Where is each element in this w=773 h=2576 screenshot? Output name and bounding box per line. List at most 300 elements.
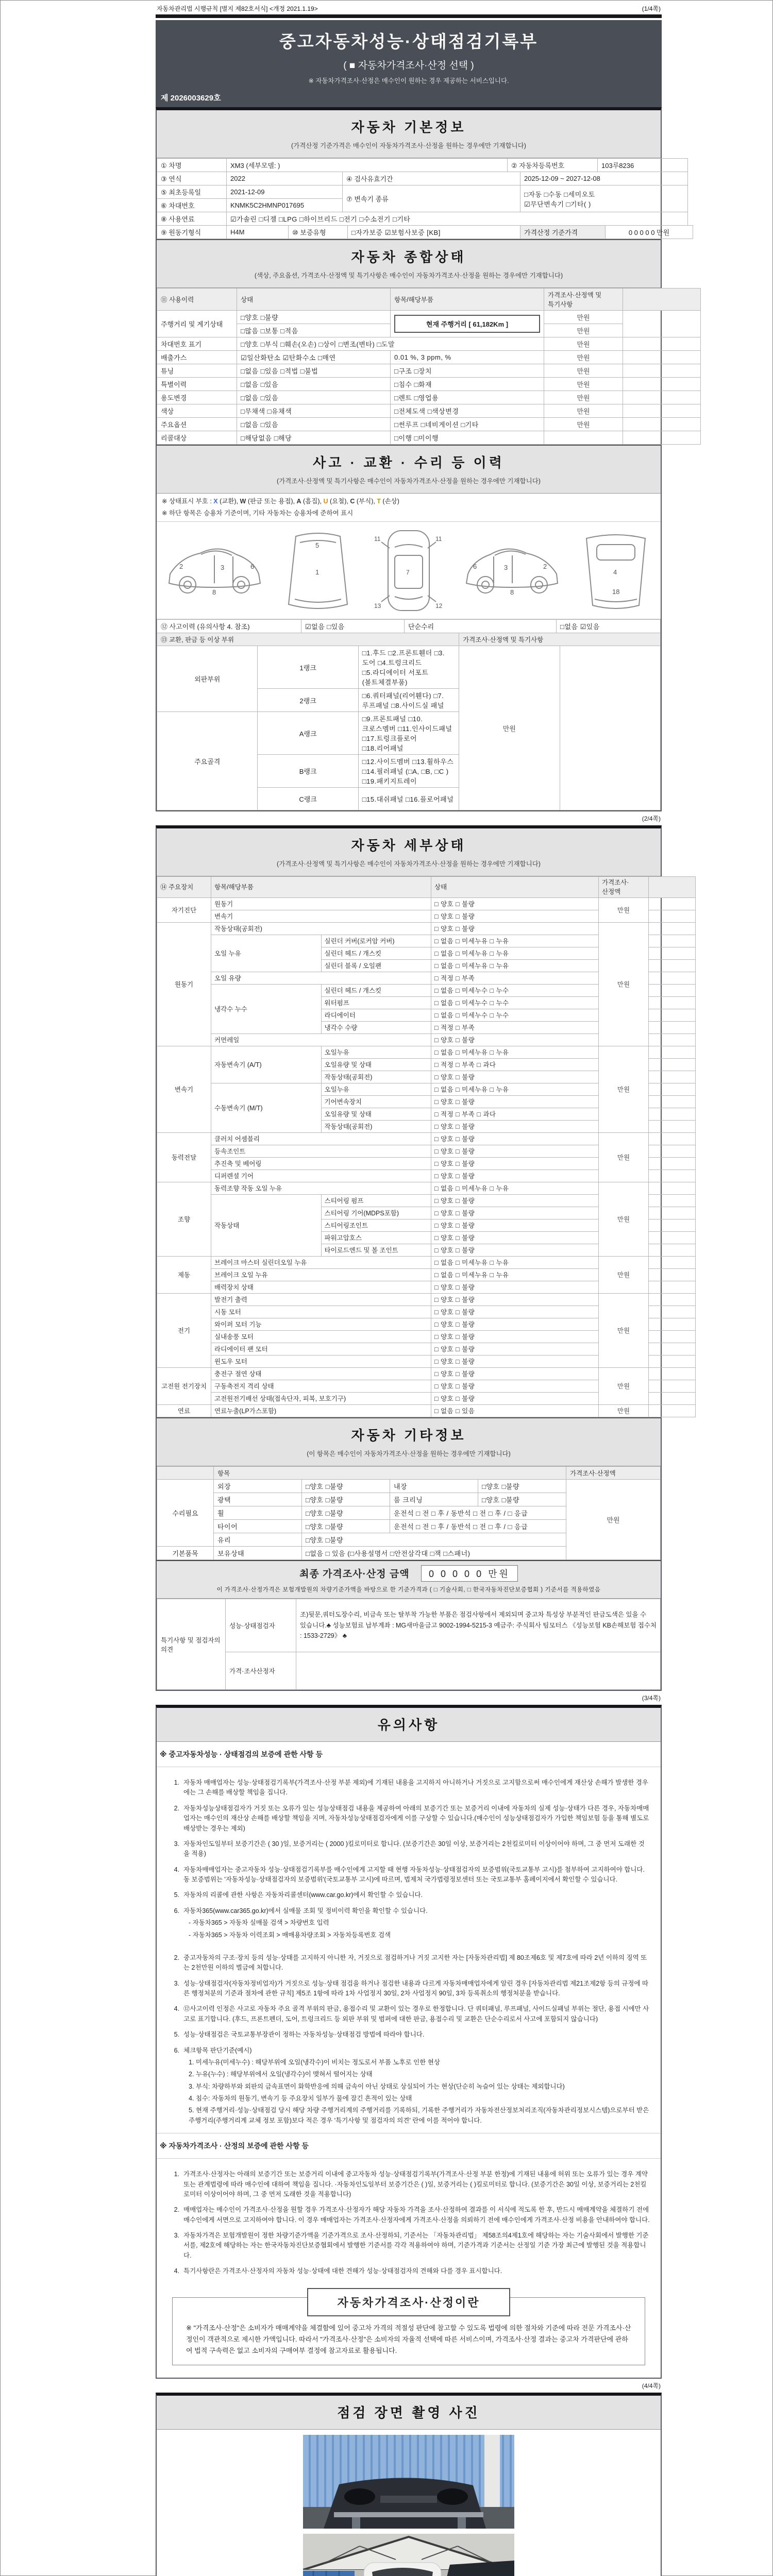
sub-group-label: 오일 누유 bbox=[211, 935, 322, 972]
basic-info-title: 자동차 기본정보 bbox=[351, 120, 466, 135]
mark-meaning: (손상) bbox=[380, 498, 399, 505]
checkbox-group: □ 적정 □ 부족 □ 과다 bbox=[431, 1108, 599, 1121]
inspection-photo-lift-rear bbox=[303, 2534, 514, 2576]
etc-header bbox=[157, 1417, 661, 1466]
transmission-options-2: ☑무단변속기 □기타( ) bbox=[524, 200, 591, 208]
price-cell: 만원 bbox=[544, 351, 623, 364]
checkbox-group: □ 양호 □ 불량 bbox=[431, 1281, 599, 1294]
item-label: 작동상태(공회전) bbox=[321, 1121, 431, 1133]
vin-label: ⑥ 차대번호 bbox=[157, 199, 227, 212]
table-row bbox=[157, 159, 688, 172]
price-cell: 만원 bbox=[599, 923, 649, 1046]
mark-symbol: C bbox=[350, 498, 355, 505]
checkbox-group: □ 적정 □ 부족 □ 과다 bbox=[431, 1059, 599, 1071]
accident-history-table bbox=[157, 619, 661, 633]
item-label: 연료누출(LP가스포함) bbox=[211, 1405, 431, 1417]
comprehensive-title: 자동차 종합상태 bbox=[351, 249, 466, 265]
checkbox-group: □ 양호 □ 불량 bbox=[431, 1380, 599, 1393]
exchange-header-row bbox=[157, 633, 661, 646]
blank-cell bbox=[623, 391, 701, 404]
notice-item-text: 자동차365(www.car365.go.kr)에서 실매물 조회 및 정비이력 확인을 확인할 수 있습니다. bbox=[183, 1907, 428, 1914]
checkbox-group: □양호 □불량 bbox=[302, 1493, 390, 1506]
item-label: 유리 bbox=[214, 1533, 302, 1547]
blank-cell bbox=[649, 1121, 696, 1133]
item-label: 스티어링조인트 bbox=[321, 1219, 431, 1232]
checkbox-group: □구조 □장치 bbox=[391, 364, 544, 378]
column-header: 상태 bbox=[237, 289, 391, 311]
device-label: 제동 bbox=[157, 1257, 211, 1294]
panel-group-label: 주요골격 bbox=[157, 712, 258, 810]
blank-cell bbox=[649, 1355, 696, 1368]
notice-item bbox=[170, 1953, 650, 1973]
notice-item-text: 자동차가격은 보험개발원이 정한 차량기준가액을 기준가격으로 조사·산정하되, 기준서는 「자동차관리법」 제58조의4제1호에 해당하는 자는 기술사회에서 발행한 기준서를, 제2호에 해당하는 자는 한국자동차진단보증협회에서 발행한 기준서를 각각 적용하여야 하며, 기준가격과 기준서는 산정일 기준 가장 최근에 발행된 것을 적용합니다. bbox=[183, 2232, 649, 2259]
checkbox-group: □ 양호 □ 불량 bbox=[431, 1219, 599, 1232]
checkbox-group: □양호 □불량 bbox=[478, 1493, 566, 1506]
item-label: 와이퍼 모터 기능 bbox=[211, 1318, 431, 1331]
car-diagram-top bbox=[370, 526, 447, 616]
blank-cell bbox=[649, 1343, 696, 1355]
notice-sub-item: 1. 미세누유(미세누수) : 해당부위에 오일(냉각수)이 비치는 정도로서 부품 노후로 인한 현상 bbox=[189, 2058, 440, 2066]
opinion-table bbox=[157, 1599, 661, 1690]
comp-header-row bbox=[157, 289, 701, 311]
sub-group-label: 자동변속기 (A/T) bbox=[211, 1046, 322, 1083]
page-marker-1: (1/4쪽) bbox=[642, 5, 661, 12]
sub-group-label: 냉각수 누수 bbox=[211, 985, 322, 1034]
checkbox-group: □ 없음 □ 미세누유 □ 누유 bbox=[431, 1257, 599, 1269]
item-label: 타이로드엔드 및 볼 조인트 bbox=[321, 1244, 431, 1257]
checkbox-group: □양호 □불량 bbox=[237, 311, 391, 324]
checkbox-group: □ 없음 □ 미세누유 □ 누유 bbox=[431, 1269, 599, 1281]
inspection-photo-underbody bbox=[303, 2435, 514, 2529]
item-label: 변속기 bbox=[211, 910, 431, 923]
notice-item-number: 3. bbox=[174, 1979, 179, 1987]
document-title: 중고자동차성능·상태점검기록부 bbox=[279, 32, 539, 51]
final-price-note: 이 가격조사·산정가격은 보험개발원의 차량기준가액을 바탕으로 한 기준가격과 ( □ 기술사회, □ 한국자동차진단보증협회 ) 기준서를 적용하였음 bbox=[216, 1587, 601, 1593]
checkbox-group: □ 없음 □ 미세누수 □ 누수 bbox=[431, 985, 599, 997]
checkbox-group: □무채색 □유채색 bbox=[237, 404, 391, 418]
first-reg-label: ⑤ 최초등록일 bbox=[157, 185, 227, 199]
detail-row bbox=[157, 923, 696, 935]
detail-state-table bbox=[157, 876, 696, 1417]
price-cell: 만원 bbox=[544, 364, 623, 378]
item-label: 라디에이터 팬 모터 bbox=[211, 1343, 431, 1355]
detail-header-row bbox=[157, 877, 696, 898]
svg-text:18: 18 bbox=[612, 588, 620, 596]
notice-item bbox=[170, 1865, 650, 1885]
item-label: 스티어링 기어(MDPS포함) bbox=[321, 1207, 431, 1219]
notice-header bbox=[157, 1708, 661, 1742]
column-header: ⑪ 사용이력 bbox=[157, 289, 237, 311]
checkbox-group: 0.01 %, 3 ppm, % bbox=[391, 351, 544, 364]
basic-info-subtitle: (가격산정 기준가격은 매수인이 자동차가격조사·산정을 원하는 경우에만 기재합니다) bbox=[291, 142, 526, 149]
appraiser-opinion-label: 가격·조사산정자 bbox=[226, 1652, 296, 1690]
blank-cell bbox=[649, 1034, 696, 1046]
item-label: 실내송풍 모터 bbox=[211, 1331, 431, 1343]
blank-cell bbox=[649, 1195, 696, 1207]
item-label: 보유상태 bbox=[214, 1547, 302, 1560]
blank-cell bbox=[649, 1219, 696, 1232]
notice-item-number: 2. bbox=[174, 1954, 179, 1961]
rank-label: 1랭크 bbox=[258, 646, 358, 689]
item-label: 동력조향 작동 오일 누유 bbox=[211, 1182, 431, 1195]
price-def-title: 자동차가격조사·산정이란 bbox=[307, 2288, 510, 2316]
car-diagram-row bbox=[157, 521, 661, 619]
item-label: 추진축 및 베어링 bbox=[211, 1158, 431, 1170]
usage-label: 용도변경 bbox=[157, 391, 237, 404]
checkbox-group: □양호 □불량 bbox=[302, 1480, 390, 1493]
mark-meaning: (요철), bbox=[328, 498, 350, 505]
etc-title: 자동차 기타정보 bbox=[351, 1428, 466, 1443]
table-row bbox=[157, 226, 693, 239]
checkbox-group: □ 양호 □ 불량 bbox=[431, 923, 599, 935]
document-title-box bbox=[156, 20, 662, 107]
item-label: 광택 bbox=[214, 1493, 302, 1506]
checkbox-group: □ 없음 □ 미세누수 □ 누수 bbox=[431, 997, 599, 1009]
checkbox-group: □없음 □있음 bbox=[237, 418, 391, 431]
item-label: 룸 크리닝 bbox=[390, 1493, 478, 1506]
column-header: 항목/해당부품 bbox=[211, 877, 431, 898]
item-label: 라디에이터 bbox=[321, 1009, 431, 1022]
notice-item bbox=[170, 1890, 650, 1900]
etc-group-label: 기본품목 bbox=[157, 1547, 214, 1560]
notice-item bbox=[170, 2046, 650, 2056]
blank-cell bbox=[649, 1059, 696, 1071]
price-cell: 만원 bbox=[544, 391, 623, 404]
item-label: 오일누유 bbox=[321, 1083, 431, 1096]
price-cell: 만원 bbox=[544, 404, 623, 418]
price-cell: 만원 bbox=[599, 1046, 649, 1133]
svg-text:2: 2 bbox=[543, 563, 547, 570]
year-value: 2022 bbox=[227, 172, 343, 185]
base-price-value: 0 0 0 0 0 만원 bbox=[606, 226, 693, 239]
blank-cell bbox=[649, 1083, 696, 1096]
blank-cell bbox=[649, 972, 696, 985]
price-cell: 만원 bbox=[544, 311, 623, 324]
checkbox-group: □ 양호 □ 불량 bbox=[431, 1294, 599, 1306]
price-def-body: ※ "가격조사·산정"은 소비자가 매매계약을 체결함에 있어 중고차 가격의 적절성 판단에 참고할 수 있도록 법령에 의한 절차와 기준에 따라 전문 가격조사·산정인이 객관적으로 제시한 가액입니다. 따라서 "가격조사·산정"은 소비자의 자율적 선택에 따른 서비스이며, 가격조사·산정 결과는 중고차 가격판단에 관하여 법적 구속력은 없고 소비자의 구매여부 결정에 참고자료로 활용됩니다. bbox=[186, 2324, 631, 2354]
svg-text:5: 5 bbox=[315, 541, 320, 549]
checkbox-group: □양호 □불량 bbox=[478, 1480, 566, 1493]
notice-item bbox=[170, 2266, 650, 2276]
usage-label: 특별이력 bbox=[157, 378, 237, 391]
notice-item-number: 4. bbox=[174, 2267, 179, 2275]
current-mileage bbox=[391, 311, 544, 337]
item-label: 운전석 □ 전 □ 후 / 동반석 □ 전 □ 후 / □ 응급 bbox=[390, 1506, 566, 1520]
usage-label: 색상 bbox=[157, 404, 237, 418]
detail-row bbox=[157, 1182, 696, 1195]
notice-title: 유의사항 bbox=[377, 1717, 440, 1733]
column-header: ⑭ 주요장치 bbox=[157, 877, 211, 898]
checkbox-group: □ 양호 □ 불량 bbox=[431, 1096, 599, 1108]
basic-info-header bbox=[157, 110, 661, 158]
mark-symbol: W bbox=[240, 498, 246, 505]
inspector-opinion-label: 성능·상태점검자 bbox=[226, 1599, 296, 1652]
transmission-options-1: □자동 □수동 □세미오토 bbox=[524, 190, 595, 198]
car-name-label: ① 차명 bbox=[157, 159, 227, 172]
mark-meaning: (판금 또는 용접), bbox=[246, 498, 297, 505]
usage-label: 배출가스 bbox=[157, 351, 237, 364]
blank-cell bbox=[649, 923, 696, 935]
notice-blockC-header: ※ 자동차가격조사 · 산정의 보증에 관한 사항 등 bbox=[157, 2133, 661, 2159]
item-label: 충전구 절연 상태 bbox=[211, 1368, 431, 1380]
blank-cell bbox=[649, 1281, 696, 1294]
checkbox-group: □ 양호 □ 불량 bbox=[431, 1232, 599, 1244]
blank-cell bbox=[649, 1405, 696, 1417]
price-cell bbox=[544, 431, 623, 445]
svg-text:8: 8 bbox=[212, 588, 216, 596]
rank-label: A랭크 bbox=[258, 712, 358, 755]
checkbox-group: □ 양호 □ 불량 bbox=[431, 1355, 599, 1368]
item-label: 스티어링 펌프 bbox=[321, 1195, 431, 1207]
notice-item-number: 4. bbox=[174, 2005, 179, 2013]
accident-history-value: ☑없음 □있음 bbox=[301, 620, 405, 633]
checkbox-group: □ 적정 □ 부족 bbox=[431, 1022, 599, 1034]
item-label: 발전기 출력 bbox=[211, 1294, 431, 1306]
detail-header bbox=[157, 828, 661, 876]
table-row bbox=[157, 1599, 661, 1652]
price-cell: 만원 bbox=[566, 1480, 661, 1560]
checkbox-group: □ 양호 □ 불량 bbox=[431, 1195, 599, 1207]
comp-row bbox=[157, 351, 701, 364]
column-header bbox=[157, 1467, 214, 1480]
checkbox-group: □양호 □불량 bbox=[302, 1520, 390, 1533]
svg-text:11: 11 bbox=[374, 535, 381, 543]
item-label: 브레이크 오일 누유 bbox=[211, 1269, 431, 1281]
car-diagram-rear bbox=[577, 527, 654, 614]
price-cell: 만원 bbox=[599, 898, 649, 923]
notice-item-number: 4. bbox=[174, 1866, 179, 1873]
svg-text:13: 13 bbox=[374, 602, 381, 609]
item-label: 고전원전기배선 상태(접속단자, 피복, 보호기구) bbox=[211, 1393, 431, 1405]
checkbox-group: □ 양호 □ 불량 bbox=[431, 1318, 599, 1331]
panel-checkbox-group: □12.사이드멤버 □13.휠하우스 □14.필러패널 (□A, □B, □C ) □19.패키지트레이 bbox=[358, 755, 459, 788]
page1-block bbox=[156, 107, 670, 811]
detail-row bbox=[157, 1133, 696, 1145]
notice-blockA bbox=[157, 1767, 661, 1947]
blank-cell bbox=[623, 351, 701, 364]
item-label: 냉각수 수량 bbox=[321, 1022, 431, 1034]
notice-item-text: 매매업자는 매수인이 가격조사·산정을 원할 경우 가격조사·산정자가 해당 자동차 가격을 조사·산정하여 결과를 이 서식에 적도록 한 후, 반드시 매매계약을 체결하기 전에 매수인에게 서면으로 고지하여야 합니다. 이 경우 매매업자는 가격조사·산정자에게 가격조사·산정을 의뢰하기 전에 매수인에게 가격조사·산정 비용을 안내하여야 합니다. bbox=[183, 2206, 650, 2224]
blank-cell bbox=[623, 311, 701, 337]
device-label: 원동기 bbox=[157, 923, 211, 1046]
notice-sub-item: 3. 부식: 차량하부와 외판의 금속표면이 화학반응에 의해 금속이 아닌 상태로 상실되어 가는 현상(단순히 녹슬어 있는 상태는 제외합니다) bbox=[189, 2082, 565, 2090]
etc-row bbox=[157, 1480, 661, 1493]
item-label: 브레이크 마스터 실린더오일 누유 bbox=[211, 1257, 431, 1269]
checkbox-group: □ 양호 □ 불량 bbox=[431, 1071, 599, 1083]
notice-item bbox=[170, 1804, 650, 1834]
device-label: 동력전달 bbox=[157, 1133, 211, 1182]
item-label: 클러치 어셈블리 bbox=[211, 1133, 431, 1145]
mark-symbol: A bbox=[296, 498, 301, 505]
detail-title: 자동차 세부상태 bbox=[351, 838, 466, 853]
device-label: 자기진단 bbox=[157, 898, 211, 923]
checkbox-group: □ 없음 □ 있음 bbox=[431, 1405, 599, 1417]
photo-block bbox=[156, 2393, 662, 2576]
transmission-value bbox=[520, 185, 688, 212]
blank-cell bbox=[649, 1331, 696, 1343]
etc-header-row bbox=[157, 1467, 661, 1480]
notice-sub-item: 2. 누유(누수) : 해당부위에서 오일(냉각수)이 맺혀서 떨어지는 상태 bbox=[189, 2071, 373, 2078]
blank-cell bbox=[649, 1393, 696, 1405]
basic-info-table-3 bbox=[157, 225, 693, 239]
comp-mileage-row-1 bbox=[157, 311, 701, 324]
comp-row bbox=[157, 404, 701, 418]
notice-sub-item: - 자동차365 > 자동차 이력조회 > 매매용차량조회 > 자동차등록번호 검색 bbox=[189, 1931, 391, 1939]
blank-cell bbox=[649, 947, 696, 960]
simple-repair-label: 단순수리 bbox=[405, 620, 557, 633]
sub-group-label: 작동상태 bbox=[211, 1195, 322, 1257]
notice-item bbox=[170, 2231, 650, 2261]
inspector-opinion-text: 조)뒷문,쿼터도장수리, 비금속 또는 탈부착 가능한 부품은 점검사항에서 제외되며 중고차 특성상 부분적인 판금도색은 있을 수 있습니다.♣ 성능보험료 납부계좌 : MG새마을금고 9002-1994-5215-3 예금주: 주식회사 팀모터스 《성능보험 KB손해보험 접수처 : 1533-2729》 ♣ bbox=[296, 1599, 661, 1652]
reg-no-value: 103루8236 bbox=[598, 159, 688, 172]
price-header: 가격조사·산정액 및 특기사항 bbox=[459, 633, 661, 646]
document-number: 제 2026003629호 bbox=[161, 94, 221, 103]
checkbox-group: □ 양호 □ 불량 bbox=[431, 1331, 599, 1343]
car-diagram-side-left bbox=[163, 532, 266, 609]
notice-item-text: 체크항목 판단기준(예시) bbox=[183, 2046, 252, 2054]
checkbox-group: □해당없음 □해당 bbox=[237, 431, 391, 445]
item-label: 구동축전지 격리 상태 bbox=[211, 1380, 431, 1393]
price-def-box bbox=[172, 2297, 645, 2365]
state-mark-legend bbox=[157, 494, 661, 508]
base-price-label: 가격산정 기준가격 bbox=[520, 226, 606, 239]
blank-cell bbox=[649, 1257, 696, 1269]
notice-item-number: 6. bbox=[174, 1907, 179, 1914]
comprehensive-subtitle: (색상, 주요옵션, 가격조사·산정액 및 특기사항은 매수인이 자동차가격조사·산정을 원하는 경우에만 기재합니다) bbox=[254, 272, 563, 279]
price-survey-service-note: ※ 자동차가격조사·산정은 매수인이 원하는 경우 제공하는 서비스입니다. bbox=[308, 77, 509, 84]
checkbox-group: □양호 □불량 bbox=[302, 1506, 390, 1520]
svg-text:3: 3 bbox=[504, 564, 508, 571]
inspect-label: ④ 검사유효기간 bbox=[343, 172, 520, 185]
notice-item-text: 자동차 매매업자는 성능·상태점검기록부(가격조사·산정 부분 제외)에 기재된 내용을 고지하지 아니하거나 거짓으로 고지함으로써 매수인에게 재산상 손해가 발생한 경우에는 그 손해를 배상할 책임을 집니다. bbox=[183, 1779, 648, 1797]
blank-cell bbox=[649, 1368, 696, 1380]
price-cell: 만원 bbox=[544, 324, 623, 337]
rank-label: C랭크 bbox=[258, 788, 358, 810]
checkbox-group: □없음 □있음 □적법 □불법 bbox=[237, 364, 391, 378]
blank-cell bbox=[649, 1269, 696, 1281]
notice-item-number: 3. bbox=[174, 1840, 179, 1848]
mark-meaning: (부식), bbox=[355, 498, 377, 505]
blank-cell bbox=[649, 985, 696, 997]
blank-cell bbox=[649, 1182, 696, 1195]
item-label: 디퍼렌셜 기어 bbox=[211, 1170, 431, 1182]
checkbox-group: □ 없음 □ 미세누유 □ 누유 bbox=[431, 947, 599, 960]
column-header: 가격조사·산정액 및 특기사항 bbox=[544, 289, 623, 311]
checkbox-group: □ 양호 □ 불량 bbox=[431, 1343, 599, 1355]
item-label: 배력장치 상태 bbox=[211, 1281, 431, 1294]
notice-item bbox=[170, 2030, 650, 2040]
car-diagram-side-right bbox=[461, 532, 564, 609]
exchange-rank-table bbox=[157, 633, 661, 810]
checkbox-group: □ 양호 □ 불량 bbox=[431, 898, 599, 910]
fuel-label: ⑧ 사용연료 bbox=[157, 212, 227, 226]
column-header: 상태 bbox=[431, 877, 599, 898]
svg-text:11: 11 bbox=[435, 535, 442, 543]
rank-row bbox=[157, 646, 661, 689]
price-cell: 만원 bbox=[544, 337, 623, 351]
checkbox-group: □ 없음 □ 미세누유 □ 누유 bbox=[431, 960, 599, 972]
checkbox-group: □ 없음 □ 미세누유 □ 누유 bbox=[431, 1182, 599, 1195]
fuel-options: ☑가솔린 □디젤 □LPG □하이브리드 □전기 □수소전기 □기타 bbox=[227, 212, 688, 226]
svg-text:3: 3 bbox=[221, 564, 225, 571]
opinion-label: 특기사항 및 점검자의 의견 bbox=[157, 1599, 226, 1690]
blank-cell bbox=[649, 1232, 696, 1244]
mark-symbol: U bbox=[323, 498, 328, 505]
notice-item-number: 2. bbox=[174, 2206, 179, 2214]
column-header: 항목 bbox=[214, 1467, 566, 1480]
item-label: 작동상태(공회전) bbox=[211, 923, 431, 935]
accident-history-label: ⑫ 사고이력 (유의사항 4. 참조) bbox=[157, 620, 301, 633]
notice-item-number: 5. bbox=[174, 2031, 179, 2039]
notice-block bbox=[156, 1705, 662, 2379]
panel-checkbox-group: □15.대쉬패널 □16.플로어패널 bbox=[358, 788, 459, 810]
page2-block bbox=[156, 825, 662, 1691]
panel-checkbox-group: □6.쿼터패널(리어휀다) □7.루프패널 □8.사이드실 패널 bbox=[358, 689, 459, 712]
notice-item bbox=[170, 2004, 650, 2024]
warranty-options: □자가보증 ☑보험사보증 [KB] bbox=[348, 226, 520, 239]
item-label: 오일누유 bbox=[321, 1046, 431, 1059]
panel-checkbox-group: □1.후드 □2.프론트휀더 □3.도어 □4.트렁크리드 □5.라디에이터 서포트(볼트체결부품) bbox=[358, 646, 459, 689]
blank-cell bbox=[649, 1294, 696, 1306]
car-name-value: XM3 (세부모델: ) bbox=[227, 159, 508, 172]
item-label: 등속조인트 bbox=[211, 1145, 431, 1158]
accident-title: 사고 · 교환 · 수리 등 이력 bbox=[313, 455, 505, 470]
item-label: 오일 유량 bbox=[211, 972, 431, 985]
accident-subtitle: (가격조사·산정액 및 특기사항은 매수인이 자동차가격조사·산정을 원하는 경우에만 기재합니다) bbox=[277, 478, 541, 485]
checkbox-group: □ 없음 □ 미세누유 □ 누유 bbox=[431, 1083, 599, 1096]
rank-label: 2랭크 bbox=[258, 689, 358, 712]
inspect-value: 2025-12-09 ~ 2027-12-08 bbox=[520, 172, 688, 185]
detail-row bbox=[157, 1294, 696, 1306]
checkbox-group: □ 없음 □ 미세누유 □ 누유 bbox=[431, 1046, 599, 1059]
blank-cell bbox=[649, 1244, 696, 1257]
detail-row bbox=[157, 1257, 696, 1269]
notice-item-number: 5. bbox=[174, 1891, 179, 1899]
blank-cell bbox=[649, 997, 696, 1009]
price-cell: 만원 bbox=[599, 1405, 649, 1417]
item-label: 파워고압호스 bbox=[321, 1232, 431, 1244]
checkbox-group: □ 적정 □ 부족 bbox=[431, 972, 599, 985]
etc-subtitle: (이 항목은 매수인이 자동차가격조사·산정을 원하는 경우에만 기재합니다) bbox=[307, 1450, 511, 1458]
notice-sub-item: 5. 현재 주행거리·성능·상태점검 당시 해당 차량 주행거리계의 주행거리를 기록하되, 기록한 주행거리가 자동차전산정보처리조직(자동차관리정보시스템)으로부터 받은 주행거리(주행거리계 교체 정보 포함)보다 적은 경우 '특기사항 및 점검자의 의견' 란에 이를 적어야 합니다. bbox=[189, 2107, 649, 2124]
notice-blockA-header: ※ 중고자동차성능 · 상태점검의 보증에 관한 사항 등 bbox=[157, 1742, 661, 1767]
device-label: 고전원 전기장치 bbox=[157, 1368, 211, 1405]
detail-row bbox=[157, 1368, 696, 1380]
notice-item-number: 1. bbox=[174, 2171, 179, 2178]
svg-text:1: 1 bbox=[315, 568, 320, 576]
blank-cell bbox=[649, 1318, 696, 1331]
price-survey-select-line: ( ■ 자동차가격조사·산정 선택 ) bbox=[343, 60, 474, 71]
blank-cell bbox=[560, 646, 660, 810]
warranty-label: ⑩ 보증유형 bbox=[289, 226, 348, 239]
blank-cell bbox=[649, 1071, 696, 1083]
checkbox-group: □ 양호 □ 불량 bbox=[431, 1393, 599, 1405]
checkbox-group: □이행 □미이행 bbox=[391, 431, 544, 445]
comp-row bbox=[157, 418, 701, 431]
checkbox-group: □ 양호 □ 불량 bbox=[431, 1244, 599, 1257]
state-mark-note: ※ 하단 항목은 승용차 기준이며, 기타 자동차는 승용차에 준하여 표시 bbox=[162, 510, 354, 517]
price-cell: 만원 bbox=[544, 418, 623, 431]
notice-blockC bbox=[157, 2159, 661, 2283]
checkbox-group: □양호 □불량 bbox=[302, 1533, 566, 1547]
notice-item-text: 자동차매매업자는 중고자동차 성능·상태점검기록부를 매수인에게 고지할 때 현행 자동차성능·상태점검자의 보증범위(국토교통부 고시)를 첨부하여 고지하여야 합니다. 동 보증범위는 '자동차성능·상태점검자의 보증범위'(국토교통부 고시)에 따르며, 법제처 국가법령정보센터 또는 국토교통부 홈페이지에서 확인할 수 있습니다. bbox=[183, 1866, 645, 1883]
notice-item-number: 1. bbox=[174, 1779, 179, 1786]
detail-row bbox=[157, 898, 696, 910]
notice-item-text: 가격조사·산정자는 아래의 보증기간 또는 보증거리 이내에 중고자동차 성능·상태점검기록부(가격조사·산정 부분 한정)에 기재된 내용에 허위 또는 오류가 있는 경우 계약 또는 관계법령에 따라 매수인에 대하여 책임을 집니다. ·자동차인도일부터 보증기간은 ( )일, 보증거리는 ( )킬로미터로 합니다. (보증기간은 30일 이상, 보증거리는 2천킬로미터 이상이어야 하며, 그 중 먼저 도래한 것을 적용합니다) bbox=[183, 2171, 648, 2198]
blank-cell bbox=[649, 1380, 696, 1393]
comp-row bbox=[157, 431, 701, 445]
svg-text:8: 8 bbox=[510, 588, 514, 596]
